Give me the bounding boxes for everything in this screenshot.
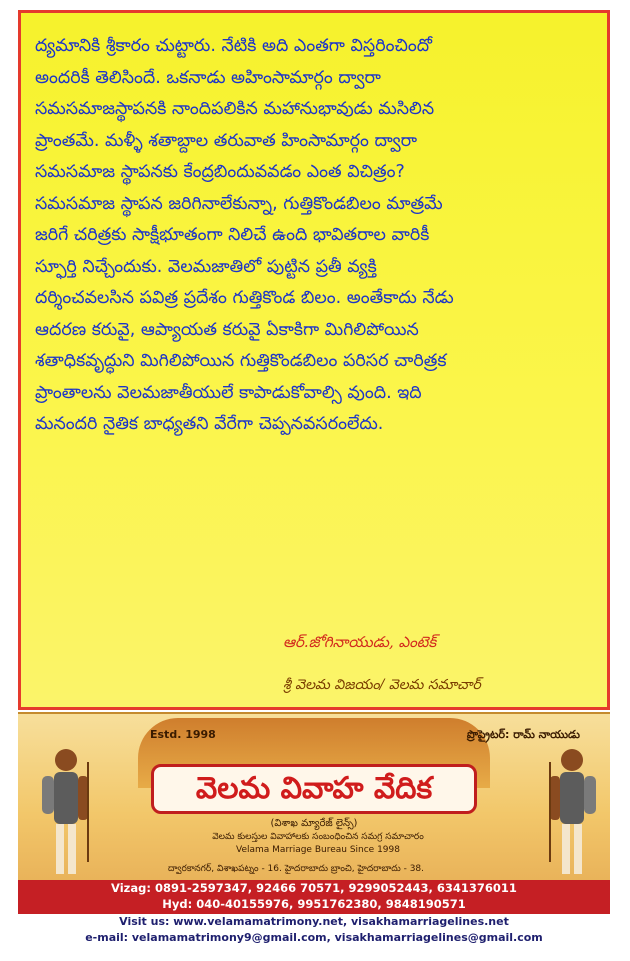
vizag-phone-numbers: Vizag: 0891-2597347, 92466 70571, 9299052443, 6341376011 <box>111 881 517 895</box>
website-links[interactable]: Visit us: www.velamamatrimony.net, visakhamarriagelines.net <box>119 915 509 928</box>
article-line: సమసమాజస్థాపనకి నాందిపలికిన మహానుభావుడు మసిలిన <box>35 99 435 119</box>
article-line: జరిగే చరిత్రకు సాక్షీభూతంగా నిలిచే ఉంది భావితరాల వారికీ <box>35 225 430 245</box>
article-line: స్ఫూర్తి నిచ్చేందుకు. వెలమజాతిలో పుట్టిన ప్రతీ వ్యక్తి <box>35 256 377 277</box>
established-label: Estd. 1998 <box>150 728 216 741</box>
article-line: ప్రాంతమే. మళ్ళీ శతాబ్దాల తరువాత హింసామార్గం ద్వారా <box>35 130 418 151</box>
article-line: దర్శించవలసిన పవిత్ర ప్రదేశం గుత్తికొండ బిలం. అంతేకాదు నేడు <box>35 288 454 308</box>
proprietor-label: ప్రొప్రైటర్: రామ్ నాయుడు <box>466 728 580 741</box>
ad-description: వెలమ కులస్తుల వివాహాలకు సంబంధించిన సమగ్ర సమాచారం <box>212 832 424 842</box>
warrior-figure-right-icon <box>542 742 602 880</box>
article-line: ప్రాంతాలను వెలమజాతీయులే కాపాడుకోవాల్సి వుంది. ఇది <box>35 382 422 403</box>
article-panel <box>18 10 610 710</box>
author-affiliation: శ్రీ వెలమ విజయం/ వెలమ సమాచార్ <box>283 677 481 693</box>
article-line: సమసమాజ స్థాపన జరిగినాలేకున్నా, గుత్తికొండబిలం మాత్రమే <box>35 193 443 214</box>
article-line: మనందరి నైతిక బాధ్యతని వేరేగా చెప్పనవసరంలేదు. <box>35 414 384 434</box>
ad-address: ద్వారకానగర్, విశాఖపట్నం - 16. హైదరాబాదు బ్రాంచి, హైదరాబాదు - 38. <box>168 864 425 874</box>
article-line: శతాధికవృద్ధుని మిగిలిపోయిన గుత్తికొండబిలం పరిసర చారిత్రక <box>35 351 447 371</box>
matrimony-advertisement <box>18 712 610 880</box>
warrior-figure-left-icon <box>36 742 96 880</box>
article-line: అందరికీ తెలిసిందే. ఒకనాడు అహింసామార్గం ద్వారా <box>35 67 381 88</box>
ad-title: వెలమ వివాహ వేదిక <box>195 771 433 806</box>
article-line: సమసమాజ స్థాపనకు కేంద్రబిందువవడం ఎంత విచిత్రం? <box>35 162 405 182</box>
ad-subtitle: (విశాఖ మ్యారేజ్ లైన్స్) <box>270 818 358 829</box>
footer <box>18 914 610 950</box>
ad-description-english: Velama Marriage Bureau Since 1998 <box>236 845 400 855</box>
email-links[interactable]: e-mail: velamamatrimony9@gmail.com, visakhamarriagelines@gmail.com <box>85 931 543 944</box>
article-body <box>35 31 595 441</box>
article-line: ద్యమానికి శ్రీకారం చుట్టారు. నేటికి అది ఎంతగా విస్తరించిందో <box>35 36 432 56</box>
author-signature: ఆర్.జోగినాయుడు, ఎంటెక్ <box>283 633 437 651</box>
contact-phone-band <box>18 880 610 914</box>
article-line: ఆదరణ కరువై, ఆప్యాయత కరువై ఏకాకిగా మిగిలిపోయిన <box>35 319 419 340</box>
hyderabad-phone-numbers: Hyd: 040-40155976, 9951762380, 9848190571 <box>162 897 466 911</box>
ad-title-box <box>151 764 477 814</box>
